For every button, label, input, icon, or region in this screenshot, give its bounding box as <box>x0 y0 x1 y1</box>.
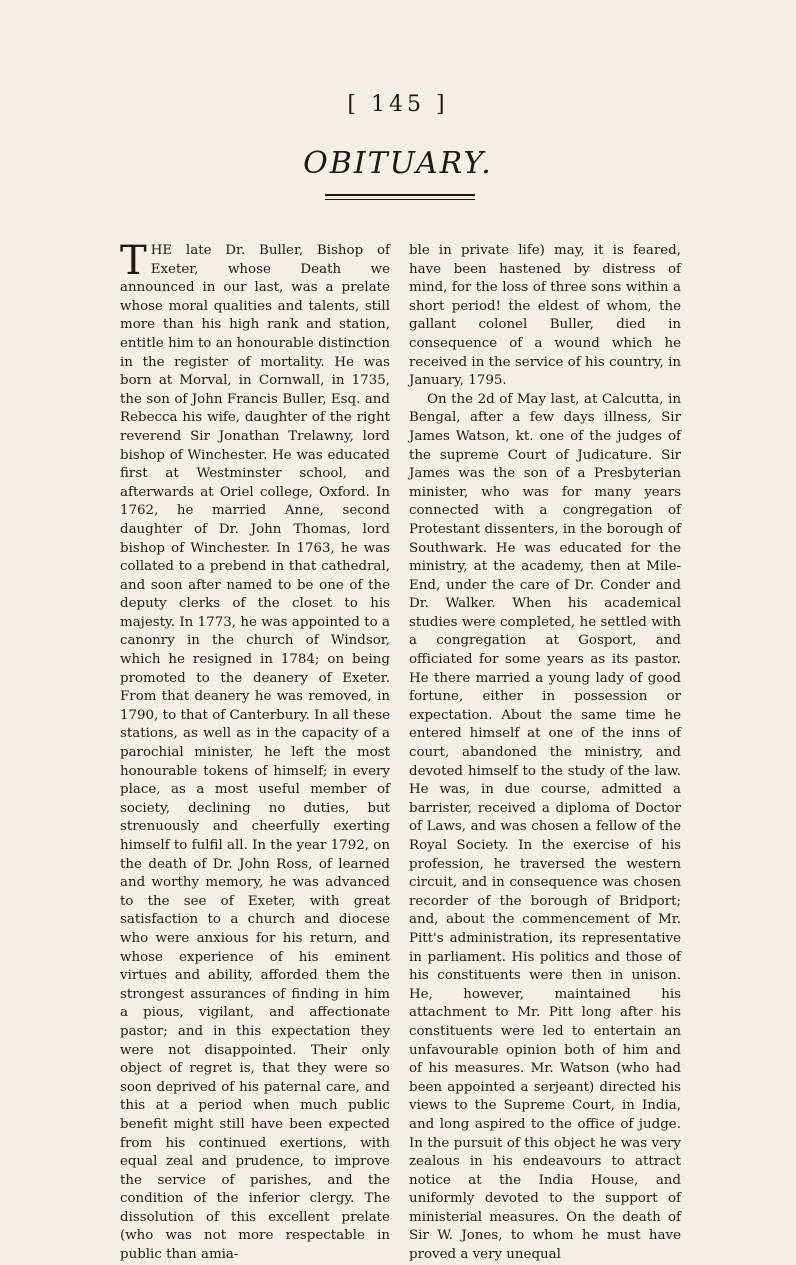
obituary-watson-paragraph: On the 2d of May last, at Calcutta, in Bengal, after a few days illness, Sir James Watson, kt. one of the judges of the supreme Court of Judicature. Sir James was the son of a Presbyterian minister, who was for many years connected with a congregation of Protestant dissenters, in the borough of Southwark. He was educated for the ministry, at the academy, then at Mile-End, under the care of Dr. Conder and Dr. Walker. When his academical studies were completed, he settled with a congregation at Gosport, and officiated for some years as its pastor. He there married a young lady of good fortune, either in possession or expectation. About the same time he entered himself at one of the inns of court, abandoned the ministry, and devoted himself to the study of the law. He was, in due course, admitted a barrister, received a diploma of Doctor of Laws, and was chosen a fellow of the Royal Society. In the exercise of his profession, he traversed the western circuit, and in consequence was chosen recorder of the borough of Bridport; and, about the commencement of Mr. Pitt's administration, its representative in parliament. His politics and those of his constituents were then in unison. He, however, maintained his attachment to Mr. Pitt long after his constituents were led to entertain an unfavourable opinion both of him and of his measures. Mr. Watson (who had been appointed a serjeant) directed his views to the Supreme Court, in India, and long aspired to the office of judge. In the pursuit of this object he was very zealous in his endeavours to attract notice at the India House, and uniformly devoted to the support of ministerial measures. On the death of Sir W. Jones, to whom he must have proved a very unequal <box>409 391 681 1263</box>
drop-cap: T <box>120 238 147 284</box>
obituary-buller-paragraph <box>120 238 390 1265</box>
right-column <box>409 242 681 1265</box>
obituary-buller-continued: ble in private life) may, it is feared, have been hastened by distress of mind, for the loss of three sons within a short period! the eldest of whom, the gallant colonel Buller, died in consequence of a wound which he received in the service of his country, in January, 1795. <box>409 243 681 389</box>
section-title: OBITUARY. <box>303 146 493 181</box>
page-number: [ 145 ] <box>347 92 449 117</box>
paragraph-text: HE late Dr. Buller, Bishop of Exeter, whose Death we announced in our last, was a prelate whose moral qualities and talents, still more than his high rank and station, entitle him to an honourable distinction in the register of mortality. He was born at Morval, in Cornwall, in 1735, the son of John Francis Buller, Esq. and Rebecca his wife, daughter of the right reverend Sir Jonathan Trelawny, lord bishop of Winchester. He was educated first at Westminster school, and afterwards at Oriel college, Oxford. In 1762, he married Anne, second daughter of Dr. John Thomas, lord bishop of Winchester. In 1763, he was collated to a prebend in that cathedral, and soon after named to be one of the deputy clerks of the closet to his majesty. In 1773, he was appointed to a canonry in the church of Windsor, which he resigned in 1784; on being promoted to the deanery of Exeter. From that deanery he was removed, in 1790, to that of Canterbury. In all these stations, as well as in the capacity of a parochial minister, he left the most honourable tokens of himself; in every place, as a most useful member of society, declining no duties, but strenuously and cheerfully exerting himself to fulfil all. In the year 1792, on the death of Dr. John Ross, of learned and worthy memory, he was advanced to the see of Exeter, with great satisfaction to a church and diocese who were anxious for his return, and whose experience of his eminent virtues and ability, afforded them the strongest assurances of finding in him a pious, vigilant, and affectionate pastor; and in this expectation they were not disappointed. Their only object of regret is, that they were so soon deprived of his paternal care, and this at a period when much public benefit might still have been expected from his continued exertions, with equal zeal and prudence, to improve the service of parishes, and the condition of the inferior clergy. The dissolution of this excellent prelate (who was not more respectable in public than amia- <box>120 243 390 1263</box>
title-rule-thin <box>325 199 475 200</box>
left-column <box>120 238 390 1265</box>
title-rule-thick <box>325 194 475 196</box>
